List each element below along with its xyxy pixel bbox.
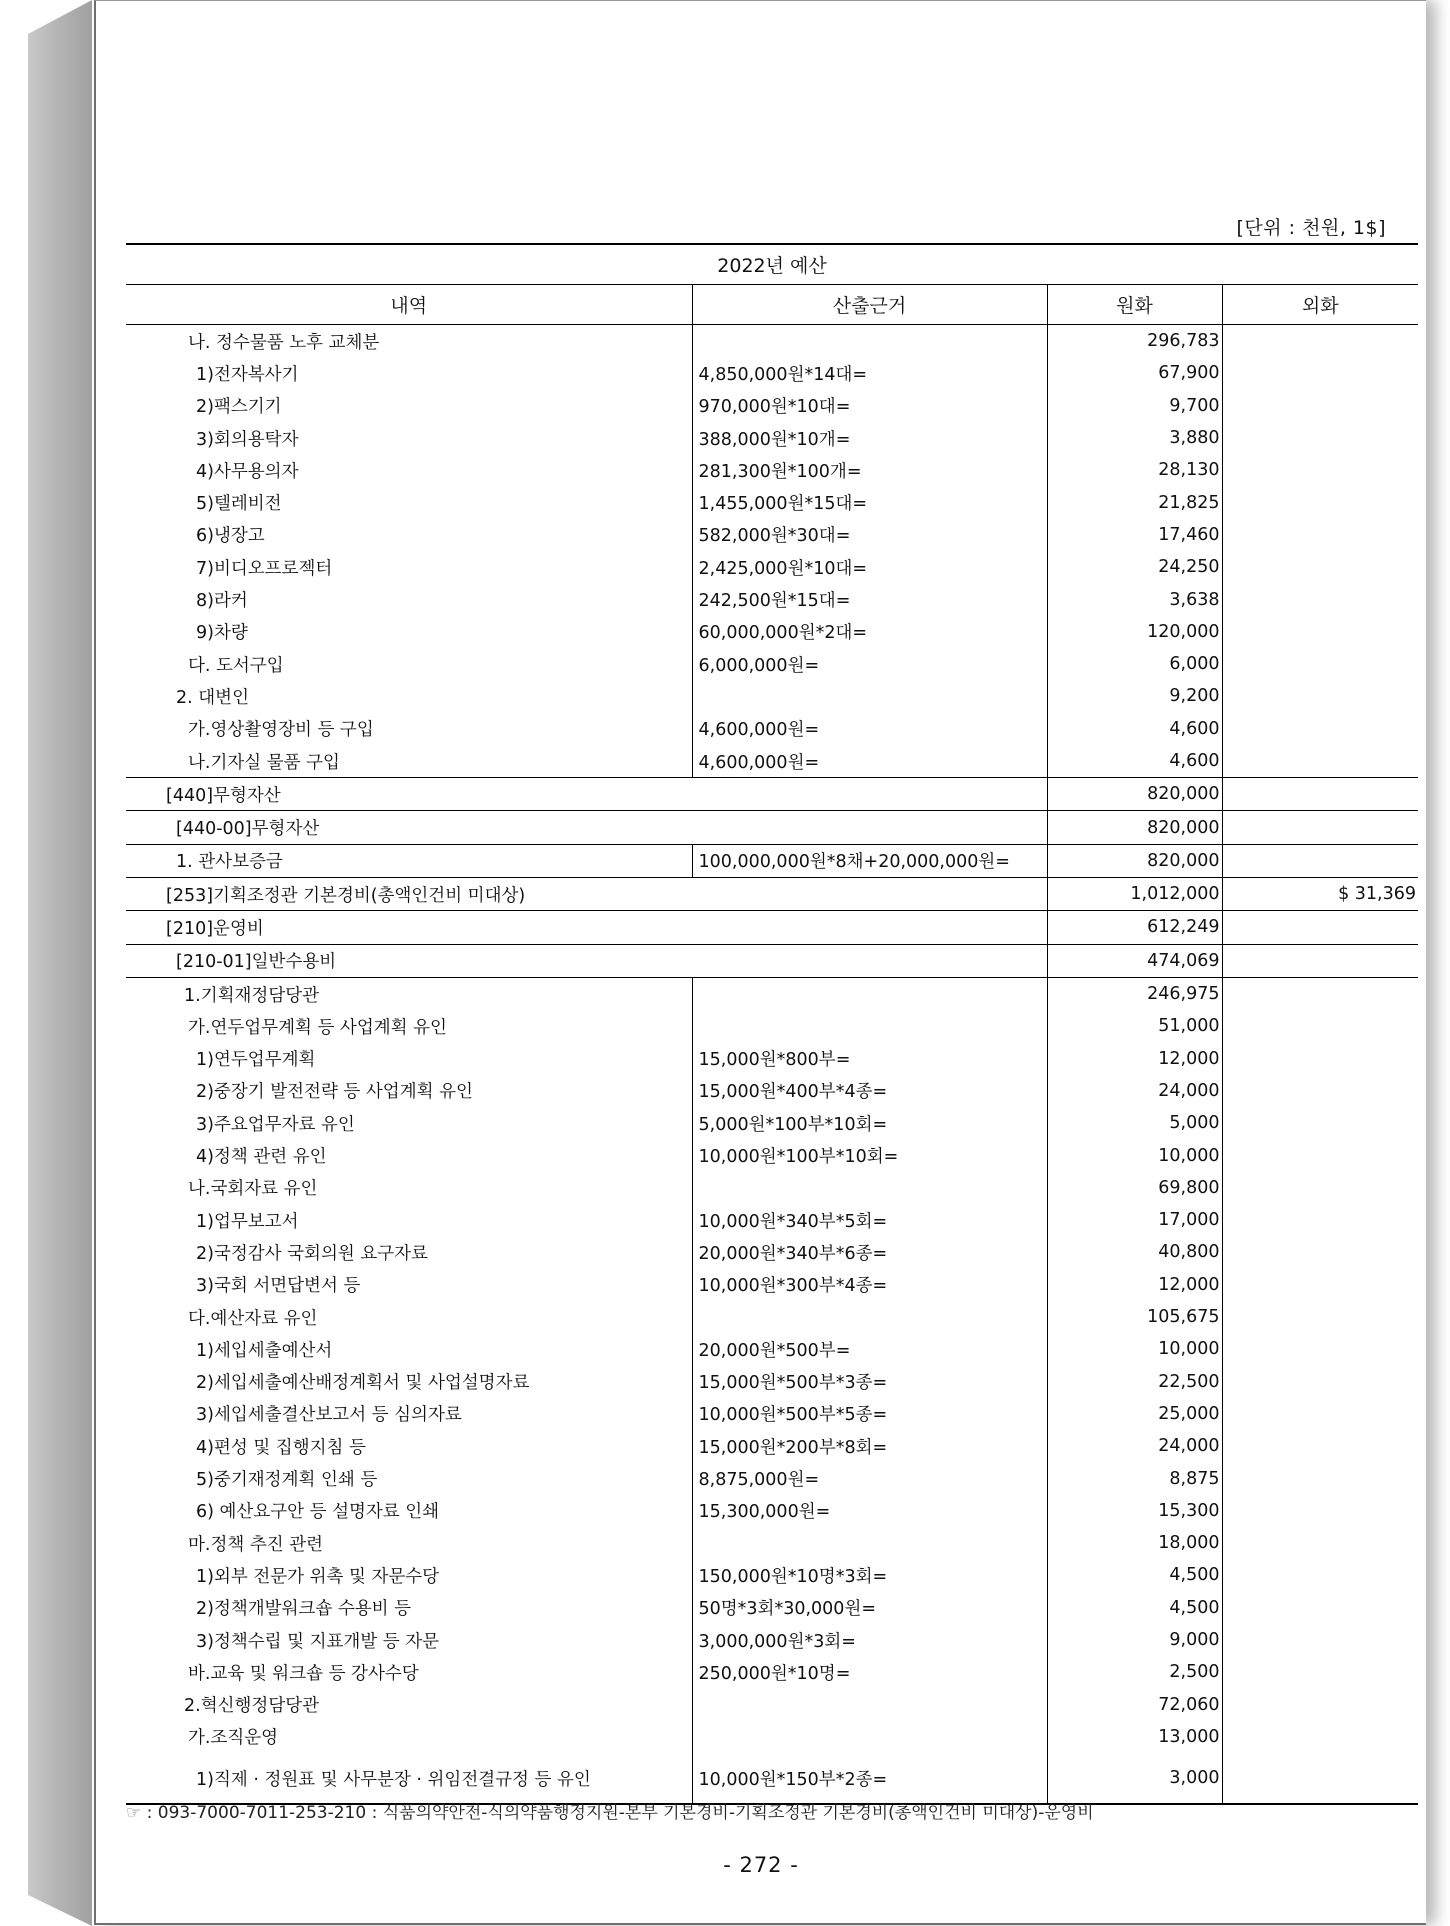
row-basis: 1,455,000원*15대=	[692, 486, 1047, 518]
row-basis: 10,000원*100부*10회=	[692, 1139, 1047, 1171]
row-item: 2)중장기 발전전략 등 사업계획 유인	[196, 1082, 473, 1103]
row-krw: 474,069	[1047, 944, 1222, 977]
row-fx	[1222, 422, 1418, 454]
row-item: 2)정책개발워크숍 수용비 등	[196, 1599, 412, 1620]
row-basis: 2,425,000원*10대=	[692, 551, 1047, 583]
row-item: 다. 도서구입	[188, 655, 284, 676]
row-basis	[692, 1527, 1047, 1559]
table-row	[126, 1204, 1418, 1236]
row-fx	[1222, 1204, 1418, 1236]
row-fx	[1222, 1301, 1418, 1333]
row-basis	[692, 1688, 1047, 1720]
row-krw: 72,060	[1047, 1688, 1222, 1720]
row-item: 1.기획재정담당관	[126, 977, 692, 1010]
table-row	[126, 648, 1418, 680]
row-basis	[692, 1010, 1047, 1042]
row-fx	[1222, 1236, 1418, 1268]
row-item: 3)국회 서면답변서 등	[196, 1276, 361, 1297]
table-row	[126, 1398, 1418, 1430]
row-item: 3)세입세출결산보고서 등 심의자료	[196, 1405, 462, 1426]
row-item: 4)편성 및 집행지침 등	[196, 1437, 366, 1458]
row-item: 2)팩스기기	[196, 397, 282, 418]
table-row	[126, 977, 1418, 1010]
table-row	[126, 1430, 1418, 1462]
row-krw: 9,700	[1047, 390, 1222, 422]
table-row	[126, 583, 1418, 615]
table-row	[126, 551, 1418, 583]
row-fx	[1222, 844, 1418, 877]
row-item: 나.기자실 물품 구입	[188, 752, 340, 773]
row-item: 1)외부 전문가 위촉 및 자문수당	[196, 1566, 440, 1587]
row-item: 1)세입세출예산서	[196, 1340, 333, 1361]
table-row	[126, 1043, 1418, 1075]
row-fx	[1222, 1075, 1418, 1107]
row-fx	[1222, 1559, 1418, 1591]
row-krw: 10,000	[1047, 1333, 1222, 1365]
row-basis: 15,300,000원=	[692, 1495, 1047, 1527]
table-row	[126, 1236, 1418, 1268]
row-krw: 17,460	[1047, 519, 1222, 551]
table-row	[126, 454, 1418, 486]
row-fx	[1222, 1721, 1418, 1753]
table-row	[126, 878, 1418, 911]
row-basis	[692, 1721, 1047, 1753]
row-krw: 24,250	[1047, 551, 1222, 583]
row-item: [253]기획조정관 기본경비(총액인건비 미대상)	[126, 878, 1047, 911]
row-fx	[1222, 325, 1418, 358]
row-krw: 69,800	[1047, 1172, 1222, 1204]
table-row	[126, 1462, 1418, 1494]
row-item: 4)정책 관련 유인	[196, 1147, 327, 1168]
row-krw: 9,000	[1047, 1624, 1222, 1656]
row-basis: 15,000원*200부*8회=	[692, 1430, 1047, 1462]
row-krw: 3,880	[1047, 422, 1222, 454]
table-row	[126, 778, 1418, 811]
table-row	[126, 519, 1418, 551]
row-basis: 20,000원*340부*6종=	[692, 1236, 1047, 1268]
row-fx	[1222, 486, 1418, 518]
row-basis: 250,000원*10명=	[692, 1656, 1047, 1688]
row-item: [210-01]일반수용비	[126, 944, 1047, 977]
row-krw: 612,249	[1047, 911, 1222, 944]
row-item: 다.예산자료 유인	[188, 1308, 318, 1329]
row-fx: $ 31,369	[1222, 878, 1418, 911]
year-header: 2022년 예산	[126, 244, 1418, 285]
row-basis: 100,000,000원*8채+20,000,000원=	[692, 844, 1047, 877]
row-basis	[692, 680, 1047, 712]
row-fx	[1222, 1688, 1418, 1720]
row-fx	[1222, 1043, 1418, 1075]
row-item: [440-00]무형자산	[126, 811, 1047, 844]
row-fx	[1222, 1527, 1418, 1559]
row-fx	[1222, 648, 1418, 680]
row-fx	[1222, 1462, 1418, 1494]
table-row	[126, 1107, 1418, 1139]
row-basis: 8,875,000원=	[692, 1462, 1047, 1494]
row-krw: 3,000	[1047, 1753, 1222, 1804]
row-krw: 25,000	[1047, 1398, 1222, 1430]
row-fx	[1222, 1010, 1418, 1042]
table-row	[126, 680, 1418, 712]
table-row	[126, 1172, 1418, 1204]
row-item: 마.정책 추진 관련	[188, 1534, 324, 1555]
page-number: - 272 -	[723, 1853, 799, 1877]
row-item: 2)국정감사 국회의원 요구자료	[196, 1243, 428, 1264]
table-row	[126, 422, 1418, 454]
row-basis: 15,000원*800부=	[692, 1043, 1047, 1075]
row-krw: 13,000	[1047, 1721, 1222, 1753]
row-fx	[1222, 778, 1418, 811]
row-basis: 4,600,000원=	[692, 745, 1047, 778]
row-fx	[1222, 1107, 1418, 1139]
row-basis: 388,000원*10개=	[692, 422, 1047, 454]
row-krw: 17,000	[1047, 1204, 1222, 1236]
table-row	[126, 1656, 1418, 1688]
row-item: 2)세입세출예산배정계획서 및 사업설명자료	[196, 1373, 530, 1394]
column-header-krw: 원화	[1047, 285, 1222, 325]
row-fx	[1222, 1333, 1418, 1365]
row-item: 7)비디오프로젝터	[196, 558, 333, 579]
footnote	[126, 1798, 1094, 1823]
row-basis: 10,000원*300부*4종=	[692, 1269, 1047, 1301]
row-krw: 10,000	[1047, 1139, 1222, 1171]
table-row	[126, 1139, 1418, 1171]
row-basis: 3,000,000원*3회=	[692, 1624, 1047, 1656]
row-item: 5)중기재정계획 인쇄 등	[196, 1470, 378, 1491]
row-fx	[1222, 616, 1418, 648]
row-basis: 5,000원*100부*10회=	[692, 1107, 1047, 1139]
row-basis	[692, 1301, 1047, 1333]
row-item: 3)주요업무자료 유인	[196, 1114, 355, 1135]
column-header-item: 내역	[126, 285, 692, 325]
row-basis: 4,850,000원*14대=	[692, 357, 1047, 389]
row-krw: 24,000	[1047, 1075, 1222, 1107]
row-krw: 105,675	[1047, 1301, 1222, 1333]
row-fx	[1222, 911, 1418, 944]
row-fx	[1222, 680, 1418, 712]
row-fx	[1222, 1495, 1418, 1527]
row-item: [440]무형자산	[126, 778, 1047, 811]
row-item: 1)전자복사기	[196, 364, 299, 385]
row-fx	[1222, 944, 1418, 977]
row-item: 2. 대변인	[176, 687, 249, 708]
table-row	[126, 1688, 1418, 1720]
table-row	[126, 1366, 1418, 1398]
row-krw: 6,000	[1047, 648, 1222, 680]
row-krw: 21,825	[1047, 486, 1222, 518]
row-item: [210]운영비	[126, 911, 1047, 944]
table-row	[126, 745, 1418, 778]
row-krw: 820,000	[1047, 778, 1222, 811]
row-fx	[1222, 811, 1418, 844]
book-spine	[28, 0, 98, 1926]
row-item: 6)냉장고	[196, 526, 265, 547]
table-row	[126, 1721, 1418, 1753]
unit-label: [단위 : 천원, 1$]	[1236, 217, 1386, 239]
table-row	[126, 486, 1418, 518]
row-krw: 120,000	[1047, 616, 1222, 648]
table-row	[126, 1592, 1418, 1624]
pointing-hand-icon: ☞	[126, 1803, 142, 1823]
row-item: 1)업무보고서	[196, 1211, 299, 1232]
row-fx	[1222, 1269, 1418, 1301]
row-krw: 40,800	[1047, 1236, 1222, 1268]
row-fx	[1222, 977, 1418, 1010]
row-fx	[1222, 1139, 1418, 1171]
table-row	[126, 616, 1418, 648]
row-fx	[1222, 390, 1418, 422]
row-krw: 820,000	[1047, 844, 1222, 877]
row-fx	[1222, 519, 1418, 551]
row-fx	[1222, 1753, 1418, 1804]
row-krw: 5,000	[1047, 1107, 1222, 1139]
budget-table-body	[126, 325, 1418, 1805]
row-krw: 4,500	[1047, 1592, 1222, 1624]
row-basis: 20,000원*500부=	[692, 1333, 1047, 1365]
column-header-basis: 산출근거	[692, 285, 1047, 325]
table-row	[126, 844, 1418, 877]
row-fx	[1222, 1172, 1418, 1204]
row-item: 나. 정수물품 노후 교체분	[188, 332, 380, 353]
row-item: 6) 예산요구안 등 설명자료 인쇄	[196, 1502, 440, 1523]
row-krw: 28,130	[1047, 454, 1222, 486]
row-item: 나.국회자료 유인	[188, 1179, 318, 1200]
row-item: 2.혁신행정담당관	[184, 1696, 320, 1717]
row-krw: 8,875	[1047, 1462, 1222, 1494]
row-krw: 9,200	[1047, 680, 1222, 712]
row-item: 8)라커	[196, 591, 248, 612]
table-row	[126, 1075, 1418, 1107]
table-row	[126, 1301, 1418, 1333]
row-basis: 10,000원*500부*5종=	[692, 1398, 1047, 1430]
row-item: 1)연두업무계획	[196, 1050, 316, 1071]
table-row	[126, 1495, 1418, 1527]
row-fx	[1222, 1366, 1418, 1398]
row-fx	[1222, 1656, 1418, 1688]
row-item: 5)텔레비전	[196, 494, 282, 515]
row-item: 4)사무용의자	[196, 461, 299, 482]
row-basis: 15,000원*500부*3종=	[692, 1366, 1047, 1398]
row-krw: 246,975	[1047, 977, 1222, 1010]
row-item: 가.연두업무계획 등 사업계획 유인	[188, 1017, 447, 1038]
row-krw: 4,600	[1047, 713, 1222, 745]
row-krw: 24,000	[1047, 1430, 1222, 1462]
row-fx	[1222, 1398, 1418, 1430]
row-item: 9)차량	[196, 623, 248, 644]
table-row	[126, 1333, 1418, 1365]
row-basis	[692, 1172, 1047, 1204]
row-fx	[1222, 745, 1418, 778]
row-krw: 1,012,000	[1047, 878, 1222, 911]
row-krw: 67,900	[1047, 357, 1222, 389]
table-row	[126, 1527, 1418, 1559]
row-item: 3)회의용탁자	[196, 429, 299, 450]
row-fx	[1222, 713, 1418, 745]
row-basis: 970,000원*10대=	[692, 390, 1047, 422]
row-krw: 820,000	[1047, 811, 1222, 844]
row-basis: 582,000원*30대=	[692, 519, 1047, 551]
row-basis: 60,000,000원*2대=	[692, 616, 1047, 648]
row-krw: 2,500	[1047, 1656, 1222, 1688]
table-row	[126, 1269, 1418, 1301]
row-basis: 15,000원*400부*4종=	[692, 1075, 1047, 1107]
row-basis	[692, 977, 1047, 1010]
table-row	[126, 357, 1418, 389]
row-basis	[692, 325, 1047, 358]
budget-table	[126, 243, 1418, 1805]
row-basis: 6,000,000원=	[692, 648, 1047, 680]
table-row	[126, 811, 1418, 844]
row-krw: 51,000	[1047, 1010, 1222, 1042]
row-item: 바.교육 및 워크숍 등 강사수당	[188, 1663, 419, 1684]
row-item: 1. 관사보증금	[126, 844, 692, 877]
row-basis: 50명*3회*30,000원=	[692, 1592, 1047, 1624]
row-fx	[1222, 1592, 1418, 1624]
row-item: 가.영상촬영장비 등 구입	[188, 720, 374, 741]
row-krw: 22,500	[1047, 1366, 1222, 1398]
row-basis: 150,000원*10명*3회=	[692, 1559, 1047, 1591]
row-krw: 15,300	[1047, 1495, 1222, 1527]
table-row	[126, 390, 1418, 422]
row-fx	[1222, 583, 1418, 615]
row-basis: 10,000원*150부*2종=	[692, 1753, 1047, 1804]
row-krw: 3,638	[1047, 583, 1222, 615]
table-row	[126, 1010, 1418, 1042]
column-header-fx: 외화	[1222, 285, 1418, 325]
table-row	[126, 1559, 1418, 1591]
row-krw: 296,783	[1047, 325, 1222, 358]
row-krw: 12,000	[1047, 1269, 1222, 1301]
row-krw: 4,500	[1047, 1559, 1222, 1591]
row-item: 3)정책수립 및 지표개발 등 자문	[196, 1631, 440, 1652]
row-basis: 4,600,000원=	[692, 713, 1047, 745]
row-krw: 18,000	[1047, 1527, 1222, 1559]
document-page	[94, 0, 1426, 1925]
row-fx	[1222, 357, 1418, 389]
row-fx	[1222, 551, 1418, 583]
table-row	[126, 944, 1418, 977]
row-basis: 10,000원*340부*5회=	[692, 1204, 1047, 1236]
table-row	[126, 713, 1418, 745]
table-row	[126, 911, 1418, 944]
row-fx	[1222, 454, 1418, 486]
row-fx	[1222, 1430, 1418, 1462]
row-item: 가.조직운영	[188, 1728, 279, 1749]
row-krw: 12,000	[1047, 1043, 1222, 1075]
row-basis: 242,500원*15대=	[692, 583, 1047, 615]
row-krw: 4,600	[1047, 745, 1222, 778]
table-row	[126, 325, 1418, 358]
table-row	[126, 1753, 1418, 1804]
table-row	[126, 1624, 1418, 1656]
footnote-text: : 093-7000-7011-253-210 : 식품의약안전-식의약품행정지원-본부 기본경비-기획조정관 기본경비(총액인건비 미대상)-운영비	[141, 1803, 1094, 1823]
row-basis: 281,300원*100개=	[692, 454, 1047, 486]
row-fx	[1222, 1624, 1418, 1656]
row-item: 1)직제 · 정원표 및 사무분장 · 위임전결규정 등 유인	[126, 1753, 692, 1804]
